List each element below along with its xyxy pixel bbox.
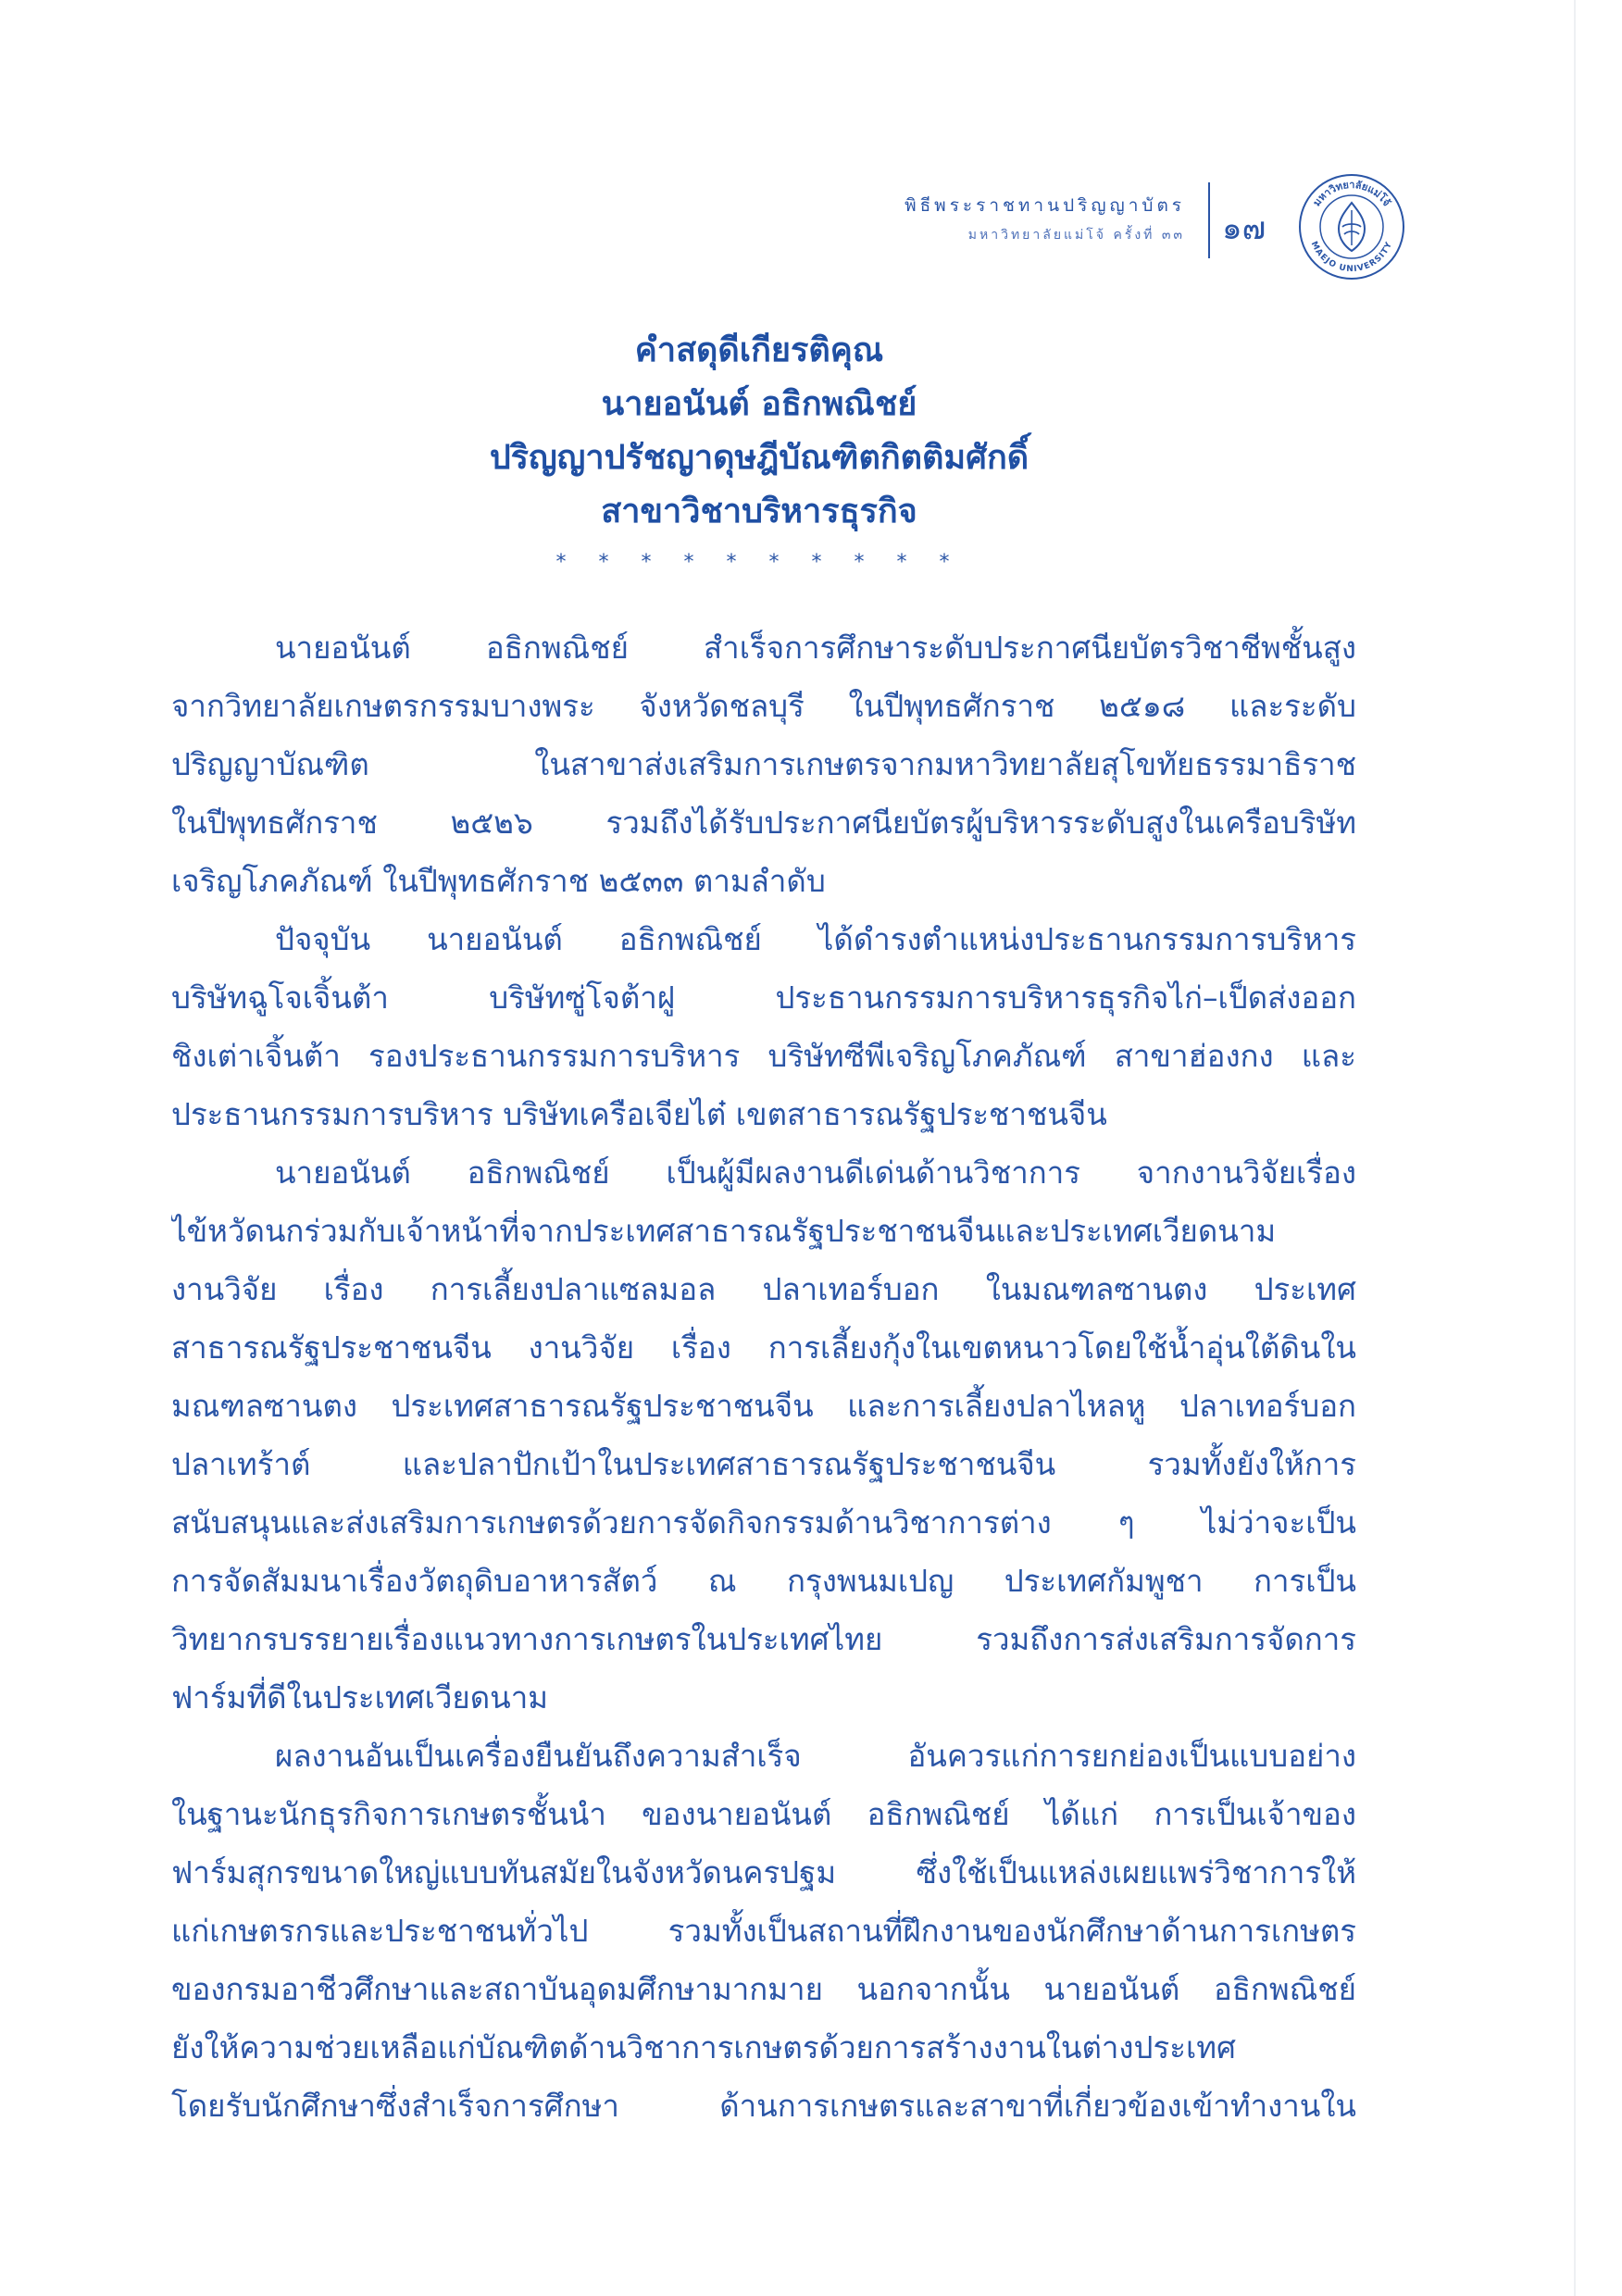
body-text-line: ปริญญาบัณฑิต ในสาขาส่งเสริมการเกษตรจากมหาวิทยาลัยสุโขทัยธรรมาธิราช bbox=[171, 746, 1356, 782]
university-seal-icon bbox=[1296, 171, 1407, 282]
seal-text-top: มหาวิทยาลัยแม่โจ้ bbox=[1310, 178, 1393, 209]
body-text-line: บริษัทฉูโจเจิ้นต้า บริษัทซู่โจต้าฝู ประธานกรรมการบริหารธุรกิจไก่–เป็ดส่งออก bbox=[171, 980, 1356, 1016]
body-text-line: การจัดสัมมนาเรื่องวัตถุดิบอาหารสัตว์ ณ กรุงพนมเปญ ประเทศกัมพูชา การเป็น bbox=[171, 1563, 1356, 1599]
body-text-line: ชิงเต่าเจิ้นต้า รองประธานกรรมการบริหาร บริษัทซีพีเจริญโภคภัณฑ์ สาขาฮ่องกง และ bbox=[171, 1038, 1356, 1074]
body-text-line: โดยรับนักศึกษาซึ่งสำเร็จการศึกษา ด้านการเกษตรและสาขาที่เกี่ยวข้องเข้าทำงานใน bbox=[171, 2088, 1356, 2124]
header-university-round: มหาวิทยาลัยแม่โจ้ ครั้งที่ ๓๓ bbox=[967, 228, 1185, 243]
title-heading: คำสดุดีเกียรติคุณ bbox=[634, 331, 884, 369]
body-text-line: วิทยากรบรรยายเรื่องแนวทางการเกษตรในประเทศไทย รวมถึงการส่งเสริมการจัดการ bbox=[171, 1621, 1356, 1657]
body-text-line: จากวิทยาลัยเกษตรกรรมบางพระ จังหวัดชลบุรี ในปีพุทธศักราช ๒๕๑๘ และระดับ bbox=[171, 688, 1356, 724]
citation-body bbox=[171, 618, 1356, 2135]
body-text-line: สาธารณรัฐประชาชนจีน งานวิจัย เรื่อง การเลี้ยงกุ้งในเขตหนาวโดยใช้น้ำอุ่นใต้ดินใน bbox=[171, 1329, 1356, 1366]
page-number: ๑๗ bbox=[1222, 210, 1266, 247]
page-header bbox=[889, 171, 1407, 310]
body-text-line: ปลาเทร้าต์ และปลาปักเป้าในประเทศสาธารณรัฐประชาชนจีน รวมทั้งยังให้การ bbox=[171, 1446, 1356, 1482]
body-text-line: ปัจจุบัน นายอนันต์ อธิกพณิชย์ ได้ดำรงตำแหน่งประธานกรรมการบริหาร bbox=[275, 921, 1356, 957]
scan-edge-line bbox=[1574, 0, 1576, 2296]
body-text-line: เจริญโภคภัณฑ์ ในปีพุทธศักราช ๒๕๓๓ ตามลำดับ bbox=[171, 863, 826, 899]
body-text-line: นายอนันต์ อธิกพณิชย์ สำเร็จการศึกษาระดับประกาศนียบัตรวิชาชีพชั้นสูง bbox=[275, 630, 1356, 666]
header-text bbox=[905, 192, 1185, 245]
body-text-line: ผลงานอันเป็นเครื่องยืนยันถึงความสำเร็จ อันควรแก่การยกย่องเป็นแบบอย่าง bbox=[275, 1738, 1356, 1774]
body-text-line: นายอนันต์ อธิกพณิชย์ เป็นผู้มีผลงานดีเด่นด้านวิชาการ จากงานวิจัยเรื่อง bbox=[275, 1154, 1356, 1191]
body-text-line: ไข้หวัดนกร่วมกับเจ้าหน้าที่จากประเทศสาธารณรัฐประชาชนจีนและประเทศเวียดนาม bbox=[171, 1213, 1277, 1249]
body-text-line: ของกรมอาชีวศึกษาและสถาบันอุดมศึกษามากมาย นอกจากนั้น นายอนันต์ อธิกพณิชย์ bbox=[171, 1971, 1356, 2007]
body-text-line: มณฑลซานตง ประเทศสาธารณรัฐประชาชนจีน และการเลี้ยงปลาไหลหู ปลาเทอร์บอก bbox=[171, 1388, 1356, 1424]
body-text-line: ในฐานะนักธุรกิจการเกษตรชั้นนำ ของนายอนันต์ อธิกพณิชย์ ได้แก่ การเป็นเจ้าของ bbox=[171, 1796, 1356, 1832]
title-honoree-name: นายอนันต์ อธิกพณิชย์ bbox=[601, 385, 917, 423]
star-separator: * * * * * * * * * * bbox=[555, 551, 963, 574]
header-ceremony: พิธีพระราชทานปริญญาบัตร bbox=[905, 195, 1185, 216]
body-text-line: ยังให้ความช่วยเหลือแก่บัณฑิตด้านวิชาการเกษตรด้วยการสร้างงานในต่างประเทศ bbox=[171, 2029, 1236, 2065]
title-field: สาขาวิชาบริหารธุรกิจ bbox=[601, 493, 917, 530]
header-divider bbox=[1208, 182, 1210, 258]
seal-text-bottom: MAEJO UNIVERSITY bbox=[1308, 240, 1395, 275]
body-text-line: ในปีพุทธศักราช ๒๕๒๖ รวมถึงได้รับประกาศนียบัตรผู้บริหารระดับสูงในเครือบริษัท bbox=[171, 805, 1356, 841]
body-text-line: ฟาร์มที่ดีในประเทศเวียดนาม bbox=[171, 1679, 549, 1716]
body-text-line: แก่เกษตรกรและประชาชนทั่วไป รวมทั้งเป็นสถานที่ฝึกงานของนักศึกษาด้านการเกษตร bbox=[171, 1913, 1356, 1949]
body-text-line: ฟาร์มสุกรขนาดใหญ่แบบทันสมัยในจังหวัดนครปฐม ซึ่งใช้เป็นแหล่งเผยแพร่วิชาการให้ bbox=[171, 1854, 1356, 1890]
title-block bbox=[278, 324, 1241, 539]
body-text-line: งานวิจัย เรื่อง การเลี้ยงปลาแซลมอล ปลาเทอร์บอก ในมณฑลซานตง ประเทศ bbox=[171, 1271, 1356, 1307]
body-text-line: สนับสนุนและส่งเสริมการเกษตรด้วยการจัดกิจกรรมด้านวิชาการต่าง ๆ ไม่ว่าจะเป็น bbox=[171, 1504, 1356, 1541]
body-text-line: ประธานกรรมการบริหาร บริษัทเครือเจียไต๋ เขตสาธารณรัฐประชาชนจีน bbox=[171, 1096, 1107, 1132]
title-degree: ปริญญาปรัชญาดุษฎีบัณฑิตกิตติมศักดิ์ bbox=[489, 439, 1029, 477]
